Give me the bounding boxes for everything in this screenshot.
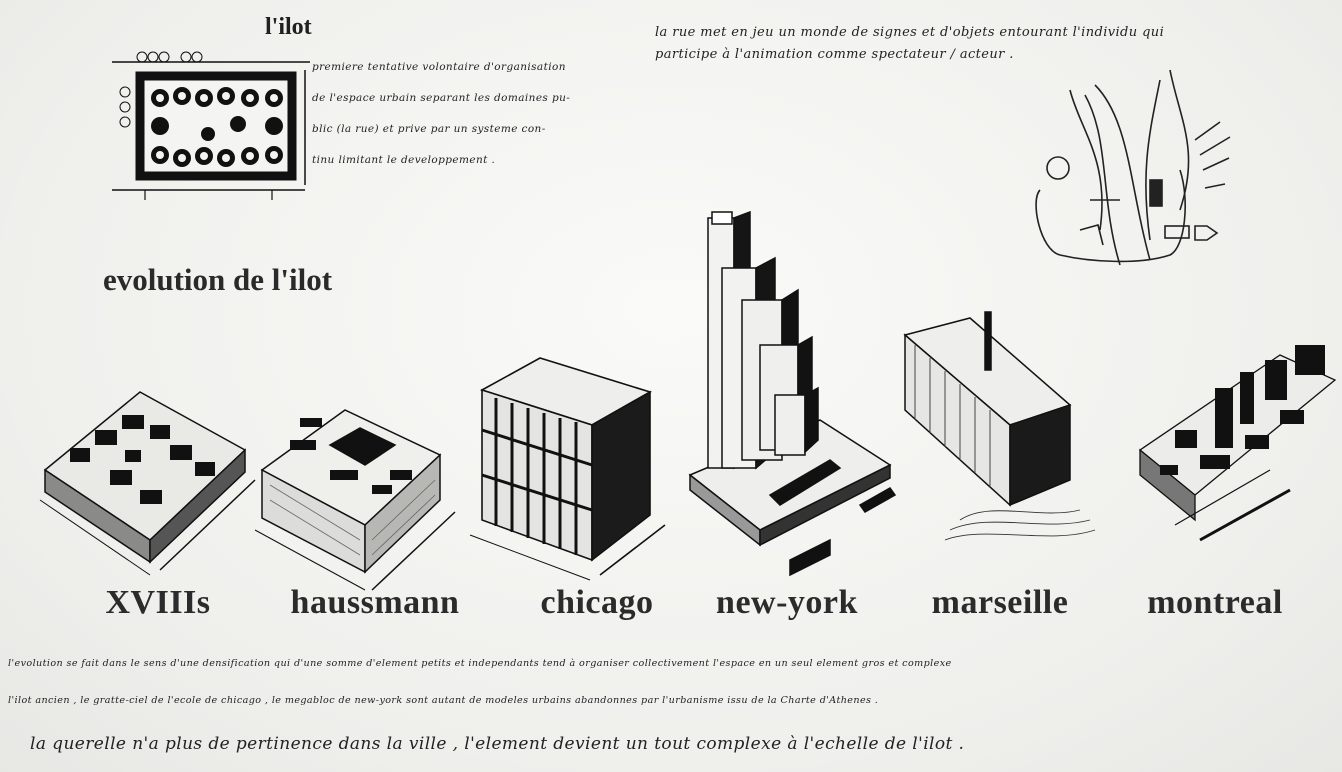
block-xviiis — [40, 392, 255, 575]
stage-label-marseille: marseille — [931, 584, 1069, 621]
street-description-line: participe à l'animation comme spectateur / acteur . — [655, 47, 1014, 62]
stage-label-montreal: montreal — [1147, 584, 1283, 621]
block-montreal — [1140, 345, 1335, 540]
ilot-description-line: blic (la rue) et prive par un systeme con- — [312, 123, 546, 135]
caption-line-1: l'evolution se fait dans le sens d'une densification qui d'une somme d'element petits et independants tend à organiser collectivement l'espace en un seul element gros et complexe — [8, 658, 952, 669]
street-sketch — [1036, 70, 1230, 265]
block-new-york — [690, 212, 895, 575]
street-description — [655, 22, 1325, 66]
block-chicago — [470, 358, 665, 580]
ilot-description-line: tinu limitant le developpement . — [312, 154, 496, 166]
street-description-line: la rue met en jeu un monde de signes et d'objets entourant l'individu qui — [655, 25, 1165, 40]
ilot-title: l'ilot — [265, 14, 312, 40]
ilot-plan-diagram — [112, 52, 310, 200]
caption-line-2: l'ilot ancien , le gratte-ciel de l'ecole de chicago , le megabloc de new-york sont autant de modeles urbains abandonnes par l'urbanisme issu de la Charte d'Athenes . — [8, 695, 879, 706]
ilot-description-line: de l'espace urbain separant les domaines pu- — [312, 92, 571, 104]
stage-label-haussmann: haussmann — [290, 584, 460, 621]
caption-line-3: la querelle n'a plus de pertinence dans la ville , l'element devient un tout complexe à l'echelle de l'ilot . — [30, 734, 965, 754]
ilot-description — [312, 52, 632, 176]
ilot-description-line: premiere tentative volontaire d'organisation — [312, 61, 566, 73]
block-marseille — [905, 312, 1095, 540]
stage-label-new-york: new-york — [716, 584, 858, 621]
block-haussmann — [255, 410, 455, 590]
stage-label-chicago: chicago — [540, 584, 654, 621]
stage-label-xviiis: XVIIIs — [105, 584, 211, 621]
evolution-title: evolution de l'ilot — [103, 262, 333, 297]
